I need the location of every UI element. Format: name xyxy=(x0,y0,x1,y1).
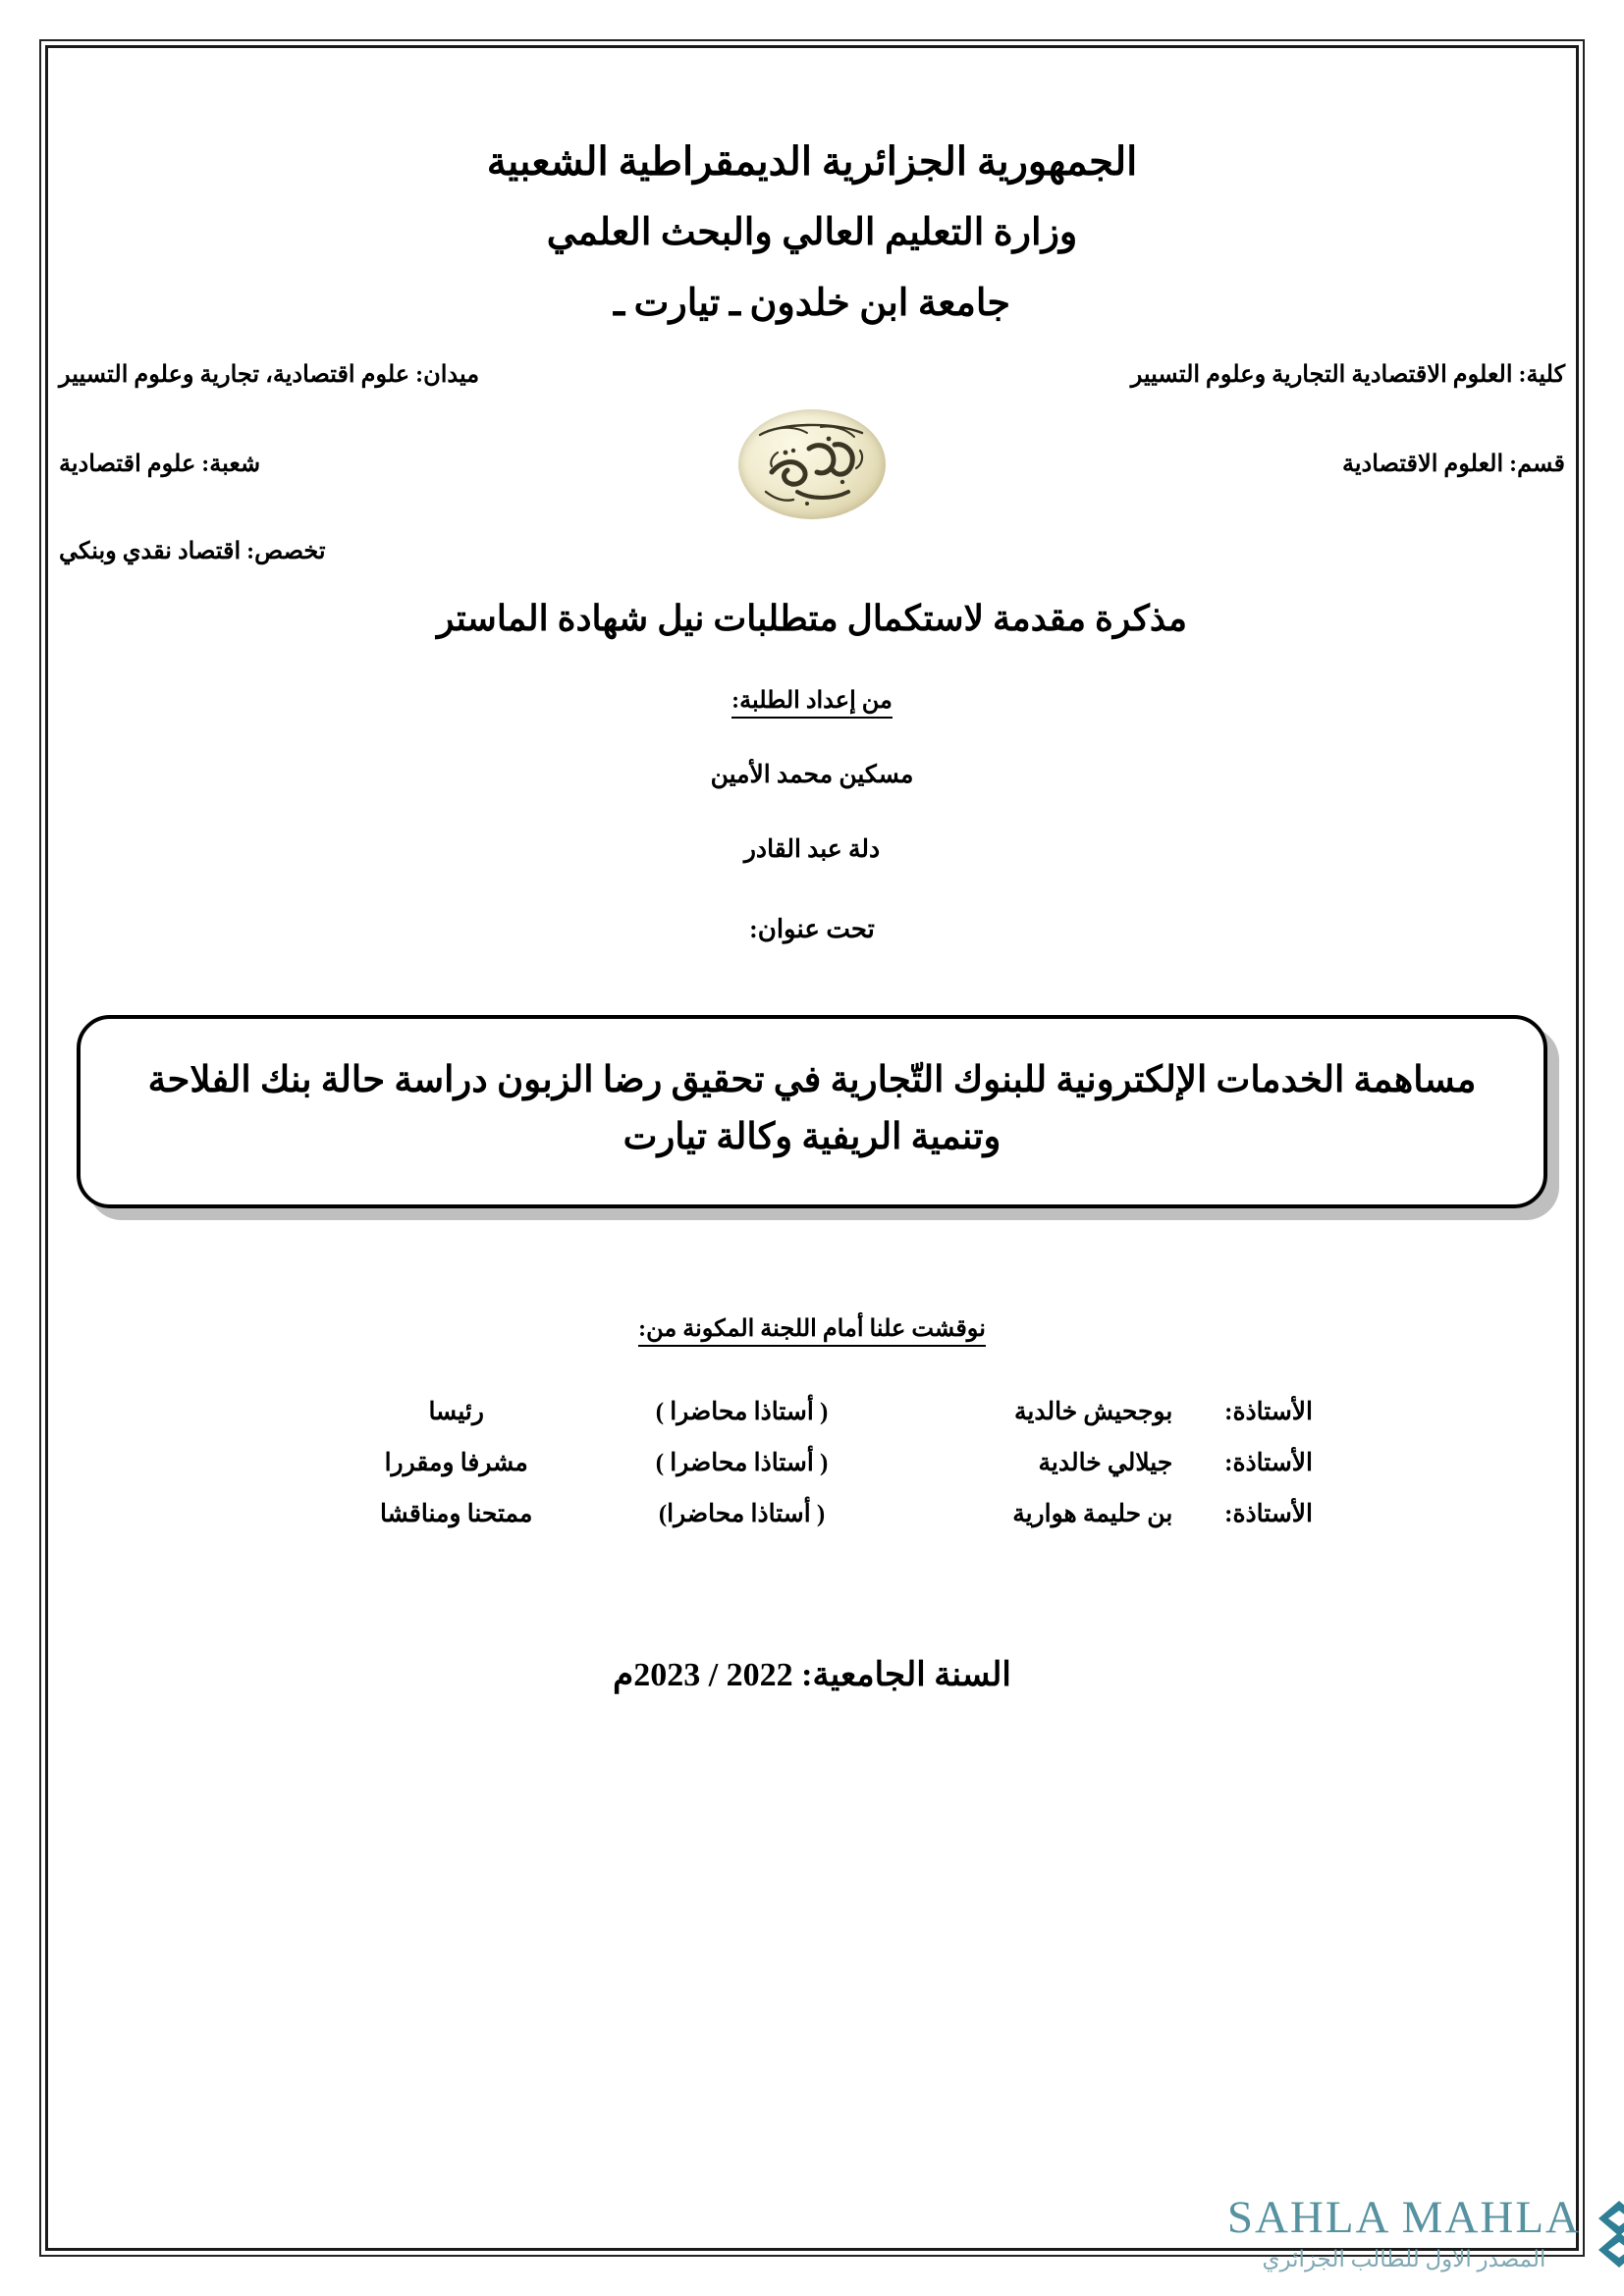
jury-member-role: رئيسا xyxy=(428,1399,484,1426)
watermark-diamond-icon xyxy=(1591,2199,1624,2269)
watermark-brand: SAHLA MAHLA xyxy=(1226,2192,1581,2243)
administrative-info-block xyxy=(59,358,1565,565)
page-content xyxy=(59,59,1565,2237)
specialty-line: تخصص: اقتصاد نقدي وبنكي xyxy=(59,539,326,565)
student-name-2: دلة عبد القادر xyxy=(743,836,881,864)
jury-member-title: الأستاذة: xyxy=(1224,1501,1313,1528)
jury-member-role: ممتحنا ومناقشا xyxy=(379,1501,533,1528)
faculty-line: كلية: العلوم الاقتصادية التجارية وعلوم التسيير xyxy=(1130,362,1565,389)
jury-heading xyxy=(59,1314,1565,1343)
republic-line: الجمهورية الجزائرية الديمقراطية الشعبية xyxy=(486,139,1138,184)
jury-member-rank: ( أستاذا محاضرا) xyxy=(658,1501,826,1528)
under-title-label: تحت عنوان: xyxy=(749,915,875,944)
thesis-title-box xyxy=(77,1015,1547,1208)
table-row xyxy=(311,1437,1313,1488)
jury-member-name: جيلالي خالدية xyxy=(1038,1450,1173,1477)
jury-member-rank: ( أستاذا محاضرا ) xyxy=(655,1450,829,1477)
student-name-1: مسكين محمد الأمين xyxy=(710,762,914,789)
jury-member-name: بن حليمة هوارية xyxy=(1012,1501,1173,1528)
thesis-title-text: مساهمة الخدمات الإلكترونية للبنوك التّجارية في تحقيق رضا الزبون دراسة حالة بنك الفلاحة وتنمية الريفية وكالة تيارت xyxy=(147,1060,1477,1157)
prepared-by-text: من إعداد الطلبة: xyxy=(731,688,893,719)
table-row xyxy=(311,1488,1313,1539)
table-row xyxy=(311,1386,1313,1437)
thesis-title-container xyxy=(77,1015,1547,1208)
university-logo-icon xyxy=(738,409,886,519)
department-line: قسم: العلوم الاقتصادية xyxy=(1341,452,1565,478)
domain-line: ميدان: علوم اقتصادية، تجارية وعلوم التسيير xyxy=(59,362,480,389)
academic-year: السنة الجامعية: 2022 / 2023م xyxy=(613,1657,1011,1694)
prepared-by-label xyxy=(59,686,1565,715)
national-header xyxy=(59,59,1565,325)
jury-member-name: بوجحيش خالدية xyxy=(1013,1399,1173,1426)
jury-member-role: مشرفا ومقررا xyxy=(384,1450,528,1477)
ministry-line: وزارة التعليم العالي والبحث العلمي xyxy=(546,212,1078,253)
branch-line: شعبة: علوم اقتصادية xyxy=(59,452,261,478)
admin-column-right xyxy=(872,358,1565,478)
jury-member-rank: ( أستاذا محاضرا ) xyxy=(655,1399,829,1426)
jury-heading-text: نوقشت علنا أمام اللجنة المكونة من: xyxy=(638,1316,986,1347)
degree-statement: مذكرة مقدمة لاستكمال متطلبات نيل شهادة الماستر xyxy=(436,599,1188,639)
university-line: جامعة ابن خلدون ـ تيارت ـ xyxy=(614,282,1010,324)
admin-column-left xyxy=(59,358,752,565)
watermark-text xyxy=(1226,2192,1581,2272)
watermark-tagline: المصدر الاول للطالب الجزائري xyxy=(1262,2247,1546,2271)
jury-table xyxy=(311,1386,1313,1539)
watermark xyxy=(1226,2192,1624,2272)
jury-member-title: الأستاذة: xyxy=(1224,1450,1313,1477)
jury-member-title: الأستاذة: xyxy=(1224,1399,1313,1426)
